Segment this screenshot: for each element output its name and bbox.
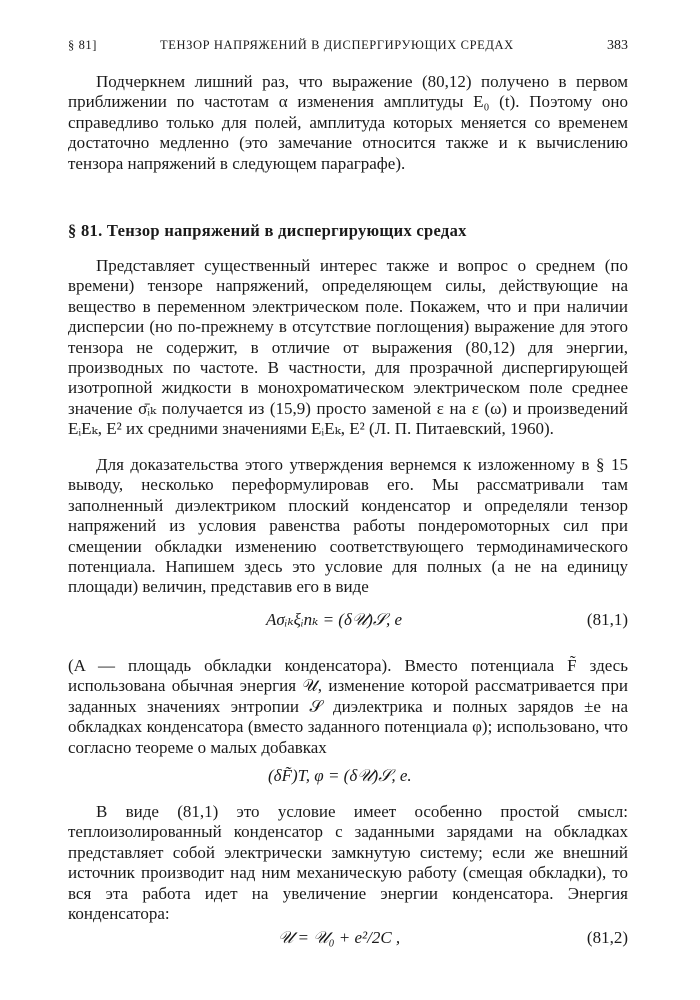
running-header (68, 38, 628, 56)
equation-81-1 (68, 610, 628, 634)
paragraph-5-text: В виде (81,1) это условие имеет особенно простой смысл: теплоизолированный конденсатор с заданными зарядами на обкладках представляет собой электрически замкнутую систему; если же внешний источник производит над ним механическую работу (смещая обкладки), то вся эта работа идет на увеличение энергии конденсатора. Энергия конденсатора: (68, 802, 628, 924)
paragraph-1 (68, 72, 628, 174)
paragraph-4 (68, 656, 628, 758)
equation-81-1-label: (81,1) (586, 610, 628, 629)
paragraph-3-text: Для доказательства этого утверждения вернемся к изложенному в § 15 выводу, несколько переформулировав его. Мы рассматривали там заполненный диэлектриком плоский конденсатор и определяли тензор напряжений из условия равенства работы пондеромоторных сил при смещении обкладки изменению соответствующего термодинамического потенциала. Напишем здесь это условие для полных (а не на единицу площади) величин, представив его в виде (68, 455, 628, 597)
equation-81-2 (68, 928, 628, 952)
header-title: ТЕНЗОР НАПРЯЖЕНИЙ В ДИСПЕРГИРУЮЩИХ СРЕДАХ (160, 38, 514, 52)
paragraph-5 (68, 802, 628, 924)
equation-81-2-formula: 𝒰 = 𝒰₀ + e²/2C , (278, 928, 401, 947)
equation-81-1-formula: Aσᵢₖξᵢnₖ = (δ𝒰)𝒮, e (266, 610, 403, 629)
paragraph-4-text: (A — площадь обкладки конденсатора). Вместо потенциала F̃ здесь использована обычная энергия 𝒰, изменение которой рассматривается при заданных значениях энтропии 𝒮 диэлектрика и полных зарядов ±e на обкладках конденсатора (вместо заданного потенциала φ); использовано, что согласно теореме о малых добавках (68, 656, 628, 757)
paragraph-2-text: Представляет существенный интерес также и вопрос о среднем (по времени) тензоре напряжений, определяющем силы, действующие на вещество в переменном электрическом поле. Покажем, что и при наличии дисперсии (но по-прежнему в отсутствие поглощения) выражение для этого тензора не содержит, в отличие от выражения (80,12) для энергии, производных по частоте. В частности, для прозрачной диспергирующей изотропной жидкости в монохроматическом электрическом поле среднее значение σ̄ᵢₖ получается из (15,9) просто заменой ε на ε (ω) и произведений EᵢEₖ, E² их средними значениями EᵢEₖ, E² (Л. П. Питаевский, 1960). (68, 256, 628, 439)
paragraph-2 (68, 256, 628, 440)
paragraph-3 (68, 455, 628, 598)
equation-small-additions-formula: (δF̃)T, φ = (δ𝒰)𝒮, e. (268, 766, 412, 785)
page-number: 383 (607, 38, 628, 53)
equation-81-2-label: (81,2) (586, 928, 628, 947)
header-section: § 81] (68, 38, 98, 52)
section-heading: § 81. Тензор напряжений в диспергирующих средах (68, 221, 467, 240)
paragraph-1-text: Подчеркнем лишний раз, что выражение (80,12) получено в первом приближении по частотам α изменения амплитуды E₀ (t). Поэтому оно справедливо только для полей, амплитуда которых меняется со временем достаточно медленно (это замечание относится также и к вычислению тензора напряжений в следующем параграфе). (68, 72, 628, 173)
equation-small-additions (68, 766, 628, 790)
